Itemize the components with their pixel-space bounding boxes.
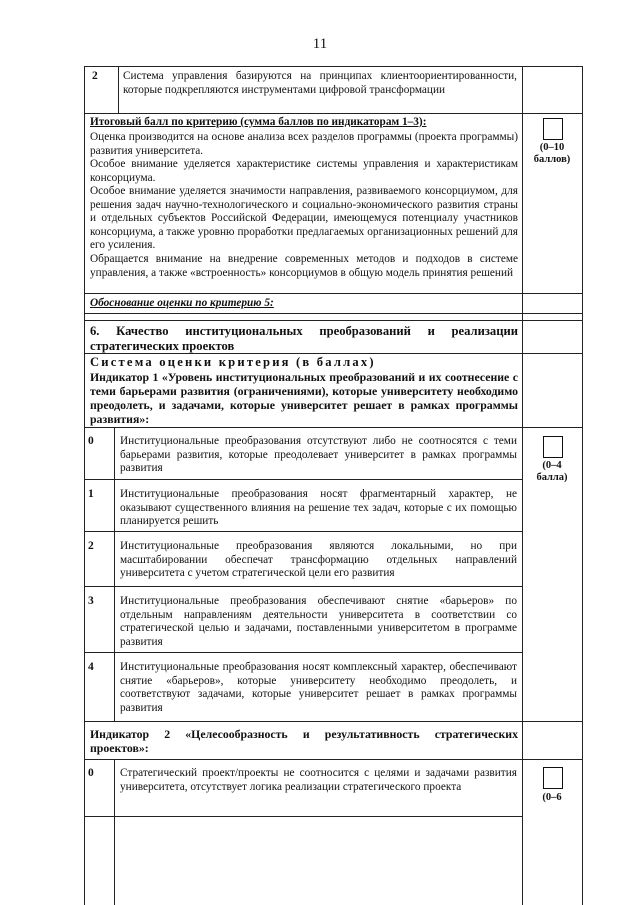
indicator-2-title: Индикатор 2 «Целесообразность и результативность стратегических проектов»: (90, 727, 518, 755)
justification-label: Обоснование оценки по критерию 5: (90, 297, 274, 309)
scale-text: Стратегический проект/проекты не соотносится с целями и задачами развития университета, отсутствует логика реализации стратегического проекта (120, 767, 517, 793)
num-column-divider (114, 759, 115, 905)
scale-text: Институциональные преобразования обеспечивают снятие «барьеров» по отдельным направлениям деятельности университета в соответствии со стратегической целью и задачами, поставленными университетом в программе развития (120, 595, 517, 648)
scale-number: 1 (88, 488, 94, 500)
row-divider (84, 353, 582, 354)
scoring-system-title: Система оценки критерия (в баллах) (90, 355, 376, 369)
score-range: (0–10 баллов) (533, 142, 571, 165)
scale-text: Институциональные преобразования носят комплексный характер, обеспечивают снятие «барьеров», которые университету необходимо преодолеть, и соответствуют задачами, которые университет решает в рамках программы развития (120, 661, 517, 714)
score-checkbox[interactable] (543, 767, 563, 789)
scale-number: 4 (88, 661, 94, 673)
scale-number: 3 (88, 595, 94, 607)
scale-text: Институциональные преобразования носят фрагментарный характер, не оказывают существенного влияния на решение тех задач, которые с их помощью планируется решить (120, 488, 517, 528)
row-divider (84, 479, 522, 480)
scale-number: 2 (88, 540, 94, 552)
row-divider (84, 721, 582, 722)
scale-number: 0 (88, 767, 94, 779)
table-top-border (84, 66, 582, 67)
scale-text: Институциональные преобразования являются локальными, но при масштабировании обеспечат трансформацию отдельных направлений университета с учетом стратегической цели его развития (120, 540, 517, 580)
row-divider (84, 427, 582, 428)
scale-text: Институциональные преобразования отсутствуют либо не соотносятся с теми барьерами развития, которые преодолевает университет в рамках программы развития (120, 435, 517, 475)
total-paragraph-2: Особое внимание уделяется характеристике системы управления и характеристикам консорциума. (90, 158, 518, 184)
num-column-divider (118, 66, 119, 113)
row-divider (84, 759, 582, 760)
row-divider (84, 652, 522, 653)
row-number: 2 (92, 70, 98, 82)
row-text: Система управления базируются на принципах клиентоориентированности, которые подкрепляются инструментами цифровой трансформации (123, 70, 517, 96)
row-divider (84, 531, 522, 532)
score-range: (0–6 (542, 792, 562, 803)
page-number: 11 (312, 36, 328, 52)
row-divider (84, 113, 582, 114)
indicator-1-title: Индикатор 1 «Уровень институциональных преобразований и их соотнесение с теми барьерами развития (ограничениями), которые университету необходимо преодолеть, и задачами, которые университет решает в рамках программы развития»: (90, 370, 518, 426)
total-paragraph-3: Особое внимание уделяется значимости направления, развиваемого консорциумом, для решения задач научно-технологического и социально-экономического развития страны и отдельных субъектов Российской Федерации, имеющемуся потенциалу участников консорциума, а также уровню проработки предлагаемых организационных решений для его усиления. (90, 185, 518, 252)
row-divider (84, 586, 522, 587)
total-paragraph-4: Обращается внимание на внедрение современных методов и подходов в системе управления, а также «встроенность» консорциумов в общую модель принятия решений (90, 253, 518, 279)
section-title: 6. Качество институциональных преобразований и реализации стратегических проектов (90, 324, 518, 353)
table-right-border (522, 66, 523, 905)
score-range: (0–4 балла) (536, 460, 568, 483)
row-divider (84, 320, 582, 321)
row-divider (84, 293, 582, 294)
score-checkbox[interactable] (543, 118, 563, 140)
score-column-right-border (582, 66, 583, 905)
row-divider (84, 816, 522, 817)
table-left-border (84, 66, 85, 905)
total-paragraph-1: Оценка производится на основе анализа всех разделов программы (проекта программы) развития университета. (90, 131, 518, 157)
score-checkbox[interactable] (543, 436, 563, 458)
total-title: Итоговый балл по критерию (сумма баллов по индикаторам 1–3): (90, 116, 427, 128)
scale-number: 0 (88, 435, 94, 447)
num-column-divider (114, 427, 115, 721)
row-divider (84, 313, 582, 314)
